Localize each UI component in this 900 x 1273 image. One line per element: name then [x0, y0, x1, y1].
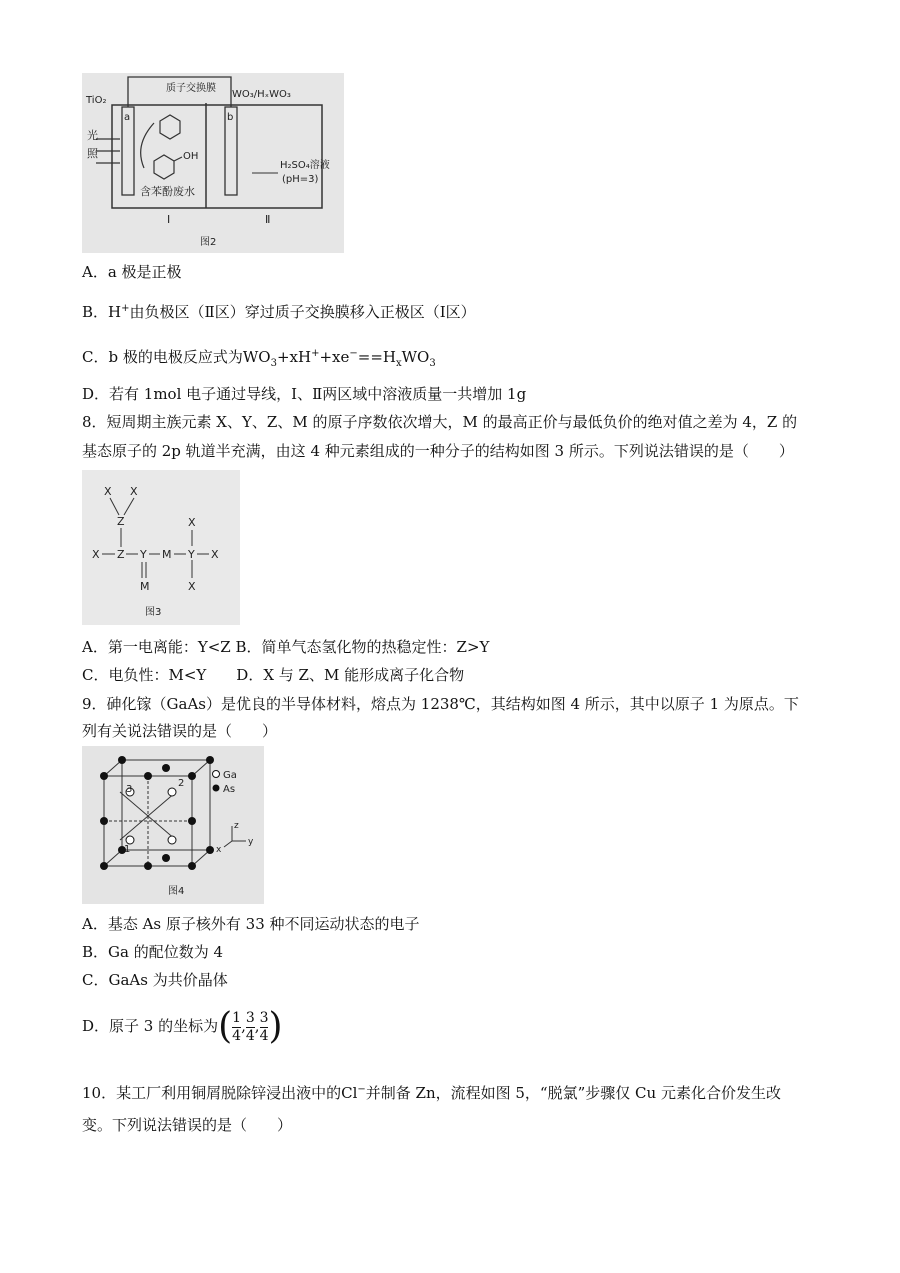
reaction-arrow [141, 123, 154, 168]
svg-text:M: M [140, 580, 150, 593]
q8-options-c-d: C．电负性：M<Y D．X 与 Z、M 能形成离子化合物 [82, 666, 465, 684]
q9-stem-line-1: 9．砷化镓（GaAs）是优良的半导体材料，熔点为 1238℃，其结构如图 4 所示，其中以原子 1 为原点。下 [82, 695, 799, 713]
svg-text:X: X [211, 548, 219, 561]
svg-text:X: X [188, 516, 196, 529]
q10-stem-line-1: 10．某工厂利用铜屑脱除锌浸出液中的Cl−并制备 Zn，流程如图 5，“脱氯”步骤仅 Cu 元素化合价发生改 [82, 1084, 781, 1102]
q9-option-c: C．GaAs 为共价晶体 [82, 971, 228, 989]
q9-option-b: B．Ga 的配位数为 4 [82, 943, 224, 961]
phenol-ring [154, 155, 174, 179]
light-label-2: 照 [87, 147, 98, 160]
atom-3-label: 3 [126, 784, 133, 795]
membrane-label: 质子交换膜 [166, 83, 216, 94]
figure-2-caption: 图2 [200, 237, 217, 248]
svg-text:Y: Y [188, 548, 195, 561]
svg-text:X: X [92, 548, 100, 561]
q9-stem-line-2: 列有关说法错误的是（ ） [82, 722, 278, 740]
fraction-3: $\frac{3}{4}$ [259, 1009, 269, 1044]
axis-z: z [234, 821, 239, 831]
atom-2-label: 2 [178, 778, 185, 789]
svg-text:X: X [130, 485, 138, 498]
h2so4-label: H₂SO₄溶液 [280, 160, 330, 171]
region-1-label: Ⅰ [167, 213, 171, 226]
q9-option-d: D．原子 3 的坐标为( $\frac{1}{4}$ , $\frac{3}{4}$ , $\frac{3}{4}$ ) [82, 1006, 283, 1047]
region-2-label: Ⅱ [265, 213, 271, 226]
figure-2-electrolysis-cell [82, 73, 344, 253]
figure-3-caption: 图3 [145, 607, 162, 618]
svg-text:Z: Z [117, 548, 125, 561]
q8-stem-line-2: 基态原子的 2p 轨道半充满，由这 4 种元素组成的一种分子的结构如图 3 所示。下列说法错误的是（ ） [82, 442, 794, 460]
svg-text:Y: Y [140, 548, 147, 561]
svg-text:X: X [188, 580, 196, 593]
legend-as: As [223, 784, 236, 795]
benzoquinone-ring [160, 115, 180, 139]
light-label-1: 光 [87, 129, 98, 142]
q8-stem-line-1: 8．短周期主族元素 X、Y、Z、M 的原子序数依次增大，M 的最高正价与最低负价的绝对值之差为 4，Z 的 [82, 413, 798, 431]
ph-label: (pH=3) [282, 174, 319, 185]
figure-4-gaas-crystal [82, 746, 264, 904]
q9-option-a: A．基态 As 原子核外有 33 种不同运动状态的电子 [82, 915, 420, 933]
q7-option-b: B．H+由负极区（Ⅱ区）穿过质子交换膜移入正极区（Ⅰ区） [82, 303, 476, 321]
figure-4-caption: 图4 [168, 886, 185, 897]
fraction-2: $\frac{3}{4}$ [245, 1009, 255, 1044]
q8-options-a-b: A．第一电离能：Y<Z B．简单气态氢化物的热稳定性：Z>Y [82, 638, 490, 656]
fraction-1: $\frac{1}{4}$ [232, 1009, 242, 1044]
electrode-b-label: b [227, 112, 234, 123]
wo3-label: WO₃/HₓWO₃ [232, 89, 291, 100]
svg-text:Z: Z [117, 515, 125, 528]
axis-y: y [248, 837, 254, 847]
waste-water-label: 含苯酚废水 [140, 185, 195, 198]
q7-option-a: A．a 极是正极 [82, 263, 182, 281]
axis-x: x [216, 845, 222, 855]
legend-ga: Ga [223, 770, 237, 781]
electrode-a-label: a [124, 112, 131, 123]
q7-option-d: D．若有 1mol 电子通过导线，Ⅰ、Ⅱ两区域中溶液质量一共增加 1g [82, 385, 527, 403]
atom-1-label: 1 [124, 844, 131, 855]
oh-label: OH [183, 151, 199, 162]
q7-option-c: C．b 极的电极反应式为$WO_3+xH^++xe^-==H_xWO_3$ [82, 348, 436, 369]
figure-3-molecule-structure [82, 470, 240, 625]
tio2-label: TiO₂ [86, 95, 107, 106]
svg-text:X: X [104, 485, 112, 498]
q10-stem-line-2: 变。下列说法错误的是（ ） [82, 1116, 293, 1134]
svg-text:M: M [162, 548, 172, 561]
